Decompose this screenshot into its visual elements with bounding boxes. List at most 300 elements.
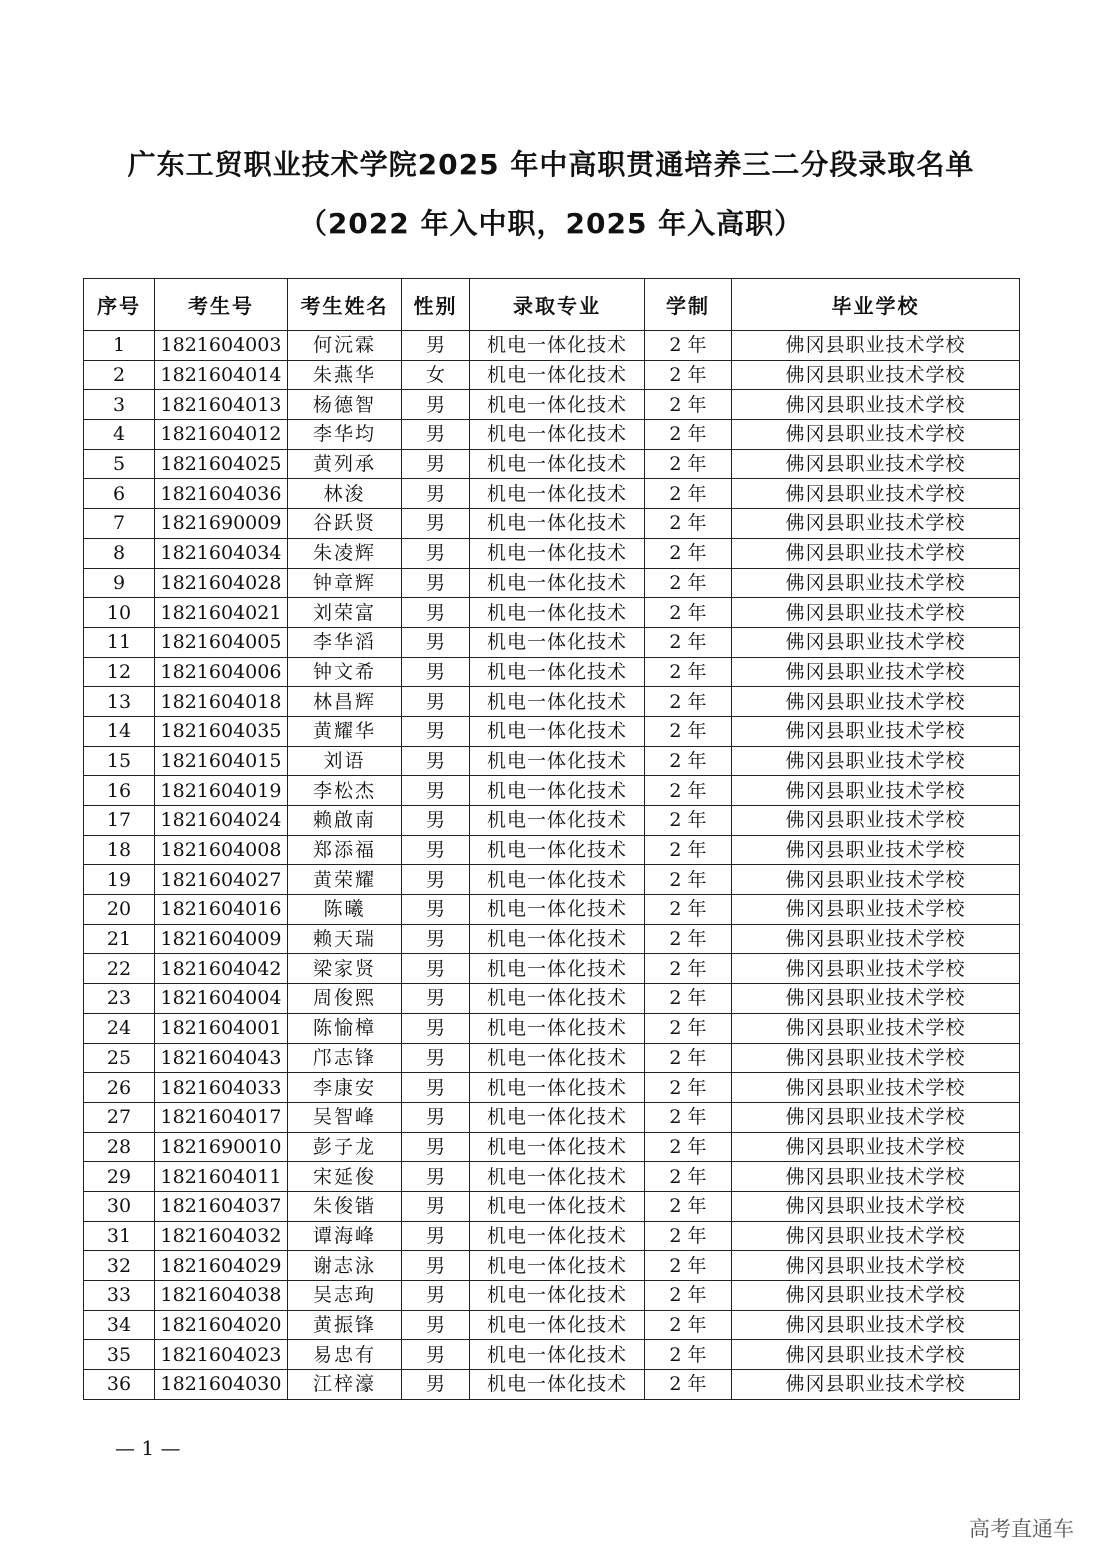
cell-idx: 18 [84,835,155,865]
cell-name: 吴智峰 [288,1102,402,1132]
cell-gender: 男 [402,627,470,657]
cell-idx: 27 [84,1102,155,1132]
cell-idx: 1 [84,331,155,361]
header-duration: 学制 [645,279,732,331]
cell-idx: 34 [84,1310,155,1340]
cell-cid: 1821604015 [155,746,288,776]
cell-idx: 6 [84,479,155,509]
cell-name: 李松杰 [288,776,402,806]
header-candidate-name: 考生姓名 [288,279,402,331]
cell-gender: 男 [402,1073,470,1103]
cell-idx: 3 [84,390,155,420]
cell-gender: 男 [402,1340,470,1370]
cell-school: 佛冈县职业技术学校 [732,1043,1020,1073]
cell-school: 佛冈县职业技术学校 [732,479,1020,509]
cell-duration: 2 年 [645,360,732,390]
cell-major: 机电一体化技术 [470,835,645,865]
cell-idx: 31 [84,1221,155,1251]
cell-major: 机电一体化技术 [470,924,645,954]
cell-gender: 女 [402,360,470,390]
cell-gender: 男 [402,657,470,687]
cell-duration: 2 年 [645,687,732,717]
cell-gender: 男 [402,776,470,806]
cell-gender: 男 [402,390,470,420]
cell-major: 机电一体化技术 [470,568,645,598]
table-row [84,390,1020,420]
cell-cid: 1821604037 [155,1191,288,1221]
cell-major: 机电一体化技术 [470,1340,645,1370]
cell-idx: 32 [84,1251,155,1281]
cell-duration: 2 年 [645,1162,732,1192]
cell-school: 佛冈县职业技术学校 [732,509,1020,539]
cell-name: 黄列承 [288,449,402,479]
cell-name: 宋延俊 [288,1162,402,1192]
cell-duration: 2 年 [645,1221,732,1251]
table-row [84,1281,1020,1311]
cell-name: 林浚 [288,479,402,509]
cell-gender: 男 [402,1251,470,1281]
cell-idx: 7 [84,509,155,539]
cell-school: 佛冈县职业技术学校 [732,716,1020,746]
table-row [84,657,1020,687]
cell-cid: 1821604025 [155,449,288,479]
cell-idx: 12 [84,657,155,687]
cell-duration: 2 年 [645,331,732,361]
cell-major: 机电一体化技术 [470,627,645,657]
cell-cid: 1821604009 [155,924,288,954]
cell-duration: 2 年 [645,1340,732,1370]
cell-idx: 22 [84,954,155,984]
header-row [84,279,1020,331]
cell-gender: 男 [402,568,470,598]
cell-name: 谭海峰 [288,1221,402,1251]
cell-duration: 2 年 [645,924,732,954]
cell-gender: 男 [402,598,470,628]
cell-name: 吴志珣 [288,1281,402,1311]
cell-cid: 1821604027 [155,865,288,895]
cell-major: 机电一体化技术 [470,1043,645,1073]
cell-duration: 2 年 [645,420,732,450]
cell-major: 机电一体化技术 [470,806,645,836]
cell-major: 机电一体化技术 [470,598,645,628]
cell-name: 赖啟南 [288,806,402,836]
cell-school: 佛冈县职业技术学校 [732,568,1020,598]
table-row [84,1191,1020,1221]
cell-cid: 1821604023 [155,1340,288,1370]
cell-idx: 9 [84,568,155,598]
header-major: 录取专业 [470,279,645,331]
cell-name: 陈愉樟 [288,1013,402,1043]
cell-idx: 2 [84,360,155,390]
cell-cid: 1821604005 [155,627,288,657]
cell-cid: 1821604014 [155,360,288,390]
cell-major: 机电一体化技术 [470,687,645,717]
cell-name: 陈曦 [288,895,402,925]
cell-name: 谢志泳 [288,1251,402,1281]
cell-name: 李华均 [288,420,402,450]
cell-major: 机电一体化技术 [470,1162,645,1192]
cell-idx: 20 [84,895,155,925]
cell-duration: 2 年 [645,865,732,895]
cell-idx: 23 [84,984,155,1014]
cell-name: 朱燕华 [288,360,402,390]
cell-name: 刘荣富 [288,598,402,628]
cell-name: 钟章辉 [288,568,402,598]
cell-school: 佛冈县职业技术学校 [732,390,1020,420]
cell-cid: 1821604008 [155,835,288,865]
table-row [84,449,1020,479]
table-row [84,1073,1020,1103]
cell-cid: 1821604003 [155,331,288,361]
cell-school: 佛冈县职业技术学校 [732,1013,1020,1043]
table-row [84,895,1020,925]
table-row [84,716,1020,746]
cell-major: 机电一体化技术 [470,1370,645,1400]
cell-cid: 1821604032 [155,1221,288,1251]
cell-cid: 1821690009 [155,509,288,539]
cell-idx: 26 [84,1073,155,1103]
cell-cid: 1821604011 [155,1162,288,1192]
cell-name: 易忠有 [288,1340,402,1370]
cell-name: 赖天瑞 [288,924,402,954]
cell-duration: 2 年 [645,509,732,539]
cell-cid: 1821604038 [155,1281,288,1311]
cell-cid: 1821604035 [155,716,288,746]
cell-cid: 1821604016 [155,895,288,925]
table-row [84,509,1020,539]
cell-cid: 1821604034 [155,538,288,568]
cell-cid: 1821604004 [155,984,288,1014]
cell-major: 机电一体化技术 [470,479,645,509]
cell-school: 佛冈县职业技术学校 [732,420,1020,450]
cell-idx: 19 [84,865,155,895]
cell-gender: 男 [402,1281,470,1311]
cell-gender: 男 [402,1132,470,1162]
cell-name: 郑添福 [288,835,402,865]
cell-name: 杨德智 [288,390,402,420]
cell-major: 机电一体化技术 [470,449,645,479]
table-row [84,1221,1020,1251]
table-row [84,954,1020,984]
cell-school: 佛冈县职业技术学校 [732,1370,1020,1400]
cell-name: 林昌辉 [288,687,402,717]
cell-school: 佛冈县职业技术学校 [732,360,1020,390]
table-row [84,1102,1020,1132]
cell-name: 黄振锋 [288,1310,402,1340]
cell-major: 机电一体化技术 [470,1251,645,1281]
table-row [84,538,1020,568]
cell-school: 佛冈县职业技术学校 [732,1221,1020,1251]
table-row [84,1340,1020,1370]
page-number: — 1 — [115,1436,181,1460]
cell-gender: 男 [402,746,470,776]
cell-duration: 2 年 [645,1310,732,1340]
cell-duration: 2 年 [645,984,732,1014]
cell-name: 彭子龙 [288,1132,402,1162]
cell-cid: 1821604006 [155,657,288,687]
cell-name: 李华滔 [288,627,402,657]
cell-cid: 1821604018 [155,687,288,717]
table-row [84,924,1020,954]
cell-school: 佛冈县职业技术学校 [732,835,1020,865]
cell-name: 李康安 [288,1073,402,1103]
cell-idx: 25 [84,1043,155,1073]
cell-school: 佛冈县职业技术学校 [732,1251,1020,1281]
cell-idx: 30 [84,1191,155,1221]
cell-duration: 2 年 [645,1281,732,1311]
cell-name: 梁家贤 [288,954,402,984]
cell-major: 机电一体化技术 [470,865,645,895]
cell-gender: 男 [402,865,470,895]
cell-gender: 男 [402,984,470,1014]
cell-idx: 11 [84,627,155,657]
table-row [84,865,1020,895]
cell-gender: 男 [402,420,470,450]
cell-duration: 2 年 [645,538,732,568]
cell-gender: 男 [402,895,470,925]
cell-duration: 2 年 [645,1102,732,1132]
cell-major: 机电一体化技术 [470,954,645,984]
watermark: 高考直通车 [969,1517,1074,1541]
cell-major: 机电一体化技术 [470,420,645,450]
cell-school: 佛冈县职业技术学校 [732,331,1020,361]
cell-idx: 36 [84,1370,155,1400]
table-row [84,479,1020,509]
cell-school: 佛冈县职业技术学校 [732,1340,1020,1370]
cell-major: 机电一体化技术 [470,716,645,746]
cell-major: 机电一体化技术 [470,1073,645,1103]
cell-idx: 14 [84,716,155,746]
table-row [84,1370,1020,1400]
cell-idx: 16 [84,776,155,806]
cell-major: 机电一体化技术 [470,984,645,1014]
cell-cid: 1821604036 [155,479,288,509]
cell-name: 朱俊锴 [288,1191,402,1221]
cell-name: 朱凌辉 [288,538,402,568]
header-candidate-id: 考生号 [155,279,288,331]
cell-duration: 2 年 [645,1043,732,1073]
cell-gender: 男 [402,1221,470,1251]
cell-name: 何沅霖 [288,331,402,361]
cell-cid: 1821604017 [155,1102,288,1132]
cell-idx: 24 [84,1013,155,1043]
admission-table [83,278,1020,1400]
table-row [84,331,1020,361]
table-header [84,279,1020,331]
table-row [84,1132,1020,1162]
cell-school: 佛冈县职业技术学校 [732,895,1020,925]
cell-gender: 男 [402,538,470,568]
cell-idx: 35 [84,1340,155,1370]
table-row [84,360,1020,390]
cell-duration: 2 年 [645,627,732,657]
cell-idx: 17 [84,806,155,836]
table-body [84,331,1020,1400]
cell-cid: 1821604019 [155,776,288,806]
cell-gender: 男 [402,449,470,479]
cell-school: 佛冈县职业技术学校 [732,1073,1020,1103]
page-title: 广东工贸职业技术学院2025 年中高职贯通培养三二分段录取名单 [127,148,975,181]
cell-duration: 2 年 [645,1370,732,1400]
cell-idx: 4 [84,420,155,450]
cell-idx: 8 [84,538,155,568]
cell-major: 机电一体化技术 [470,1132,645,1162]
cell-major: 机电一体化技术 [470,390,645,420]
cell-duration: 2 年 [645,954,732,984]
cell-major: 机电一体化技术 [470,1281,645,1311]
cell-gender: 男 [402,687,470,717]
cell-gender: 男 [402,1162,470,1192]
cell-cid: 1821604042 [155,954,288,984]
cell-major: 机电一体化技术 [470,1013,645,1043]
cell-cid: 1821604021 [155,598,288,628]
cell-duration: 2 年 [645,716,732,746]
cell-major: 机电一体化技术 [470,746,645,776]
cell-major: 机电一体化技术 [470,360,645,390]
cell-gender: 男 [402,924,470,954]
cell-school: 佛冈县职业技术学校 [732,1102,1020,1132]
cell-cid: 1821604001 [155,1013,288,1043]
cell-gender: 男 [402,509,470,539]
cell-idx: 21 [84,924,155,954]
cell-name: 江梓濠 [288,1370,402,1400]
cell-gender: 男 [402,331,470,361]
cell-duration: 2 年 [645,598,732,628]
cell-school: 佛冈县职业技术学校 [732,865,1020,895]
table-row [84,776,1020,806]
cell-school: 佛冈县职业技术学校 [732,954,1020,984]
cell-name: 黄耀华 [288,716,402,746]
cell-major: 机电一体化技术 [470,776,645,806]
cell-major: 机电一体化技术 [470,509,645,539]
cell-idx: 33 [84,1281,155,1311]
cell-gender: 男 [402,479,470,509]
table-row [84,984,1020,1014]
cell-duration: 2 年 [645,449,732,479]
cell-duration: 2 年 [645,776,732,806]
cell-major: 机电一体化技术 [470,657,645,687]
cell-gender: 男 [402,1043,470,1073]
cell-school: 佛冈县职业技术学校 [732,687,1020,717]
table-row [84,1013,1020,1043]
cell-duration: 2 年 [645,568,732,598]
table-row [84,835,1020,865]
cell-idx: 10 [84,598,155,628]
cell-idx: 5 [84,449,155,479]
cell-duration: 2 年 [645,1013,732,1043]
cell-duration: 2 年 [645,835,732,865]
cell-idx: 13 [84,687,155,717]
cell-major: 机电一体化技术 [470,331,645,361]
cell-cid: 1821690010 [155,1132,288,1162]
cell-name: 黄荣耀 [288,865,402,895]
cell-duration: 2 年 [645,390,732,420]
cell-major: 机电一体化技术 [470,1221,645,1251]
cell-gender: 男 [402,1191,470,1221]
table-row [84,1162,1020,1192]
cell-school: 佛冈县职业技术学校 [732,627,1020,657]
cell-school: 佛冈县职业技术学校 [732,806,1020,836]
cell-gender: 男 [402,1370,470,1400]
cell-major: 机电一体化技术 [470,538,645,568]
cell-gender: 男 [402,954,470,984]
table-row [84,687,1020,717]
cell-name: 周俊熙 [288,984,402,1014]
cell-school: 佛冈县职业技术学校 [732,746,1020,776]
cell-name: 谷跃贤 [288,509,402,539]
table-row [84,568,1020,598]
cell-school: 佛冈县职业技术学校 [732,1191,1020,1221]
header-index: 序号 [84,279,155,331]
cell-school: 佛冈县职业技术学校 [732,657,1020,687]
cell-school: 佛冈县职业技术学校 [732,776,1020,806]
cell-cid: 1821604029 [155,1251,288,1281]
cell-idx: 29 [84,1162,155,1192]
table-row [84,420,1020,450]
cell-gender: 男 [402,1102,470,1132]
cell-cid: 1821604024 [155,806,288,836]
cell-duration: 2 年 [645,1251,732,1281]
cell-school: 佛冈县职业技术学校 [732,924,1020,954]
cell-major: 机电一体化技术 [470,1191,645,1221]
cell-duration: 2 年 [645,479,732,509]
cell-name: 钟文希 [288,657,402,687]
header-school: 毕业学校 [732,279,1020,331]
table-row [84,1310,1020,1340]
cell-gender: 男 [402,806,470,836]
header-gender: 性别 [402,279,470,331]
cell-gender: 男 [402,716,470,746]
cell-major: 机电一体化技术 [470,1102,645,1132]
cell-duration: 2 年 [645,657,732,687]
cell-school: 佛冈县职业技术学校 [732,598,1020,628]
cell-idx: 28 [84,1132,155,1162]
cell-major: 机电一体化技术 [470,895,645,925]
cell-duration: 2 年 [645,746,732,776]
cell-gender: 男 [402,1310,470,1340]
cell-school: 佛冈县职业技术学校 [732,984,1020,1014]
cell-duration: 2 年 [645,1132,732,1162]
cell-cid: 1821604020 [155,1310,288,1340]
cell-duration: 2 年 [645,1191,732,1221]
cell-duration: 2 年 [645,895,732,925]
cell-cid: 1821604013 [155,390,288,420]
cell-duration: 2 年 [645,806,732,836]
cell-school: 佛冈县职业技术学校 [732,449,1020,479]
cell-school: 佛冈县职业技术学校 [732,1281,1020,1311]
cell-cid: 1821604012 [155,420,288,450]
table-row [84,746,1020,776]
cell-cid: 1821604043 [155,1043,288,1073]
table-row [84,598,1020,628]
cell-school: 佛冈县职业技术学校 [732,1162,1020,1192]
page-subtitle: （2022 年入中职，2025 年入高职） [298,207,804,240]
cell-school: 佛冈县职业技术学校 [732,538,1020,568]
cell-gender: 男 [402,835,470,865]
cell-gender: 男 [402,1013,470,1043]
cell-name: 刘语 [288,746,402,776]
cell-school: 佛冈县职业技术学校 [732,1132,1020,1162]
cell-duration: 2 年 [645,1073,732,1103]
cell-cid: 1821604028 [155,568,288,598]
cell-school: 佛冈县职业技术学校 [732,1310,1020,1340]
table-row [84,1251,1020,1281]
cell-idx: 15 [84,746,155,776]
table-row [84,627,1020,657]
table-row [84,806,1020,836]
table-row [84,1043,1020,1073]
cell-cid: 1821604033 [155,1073,288,1103]
